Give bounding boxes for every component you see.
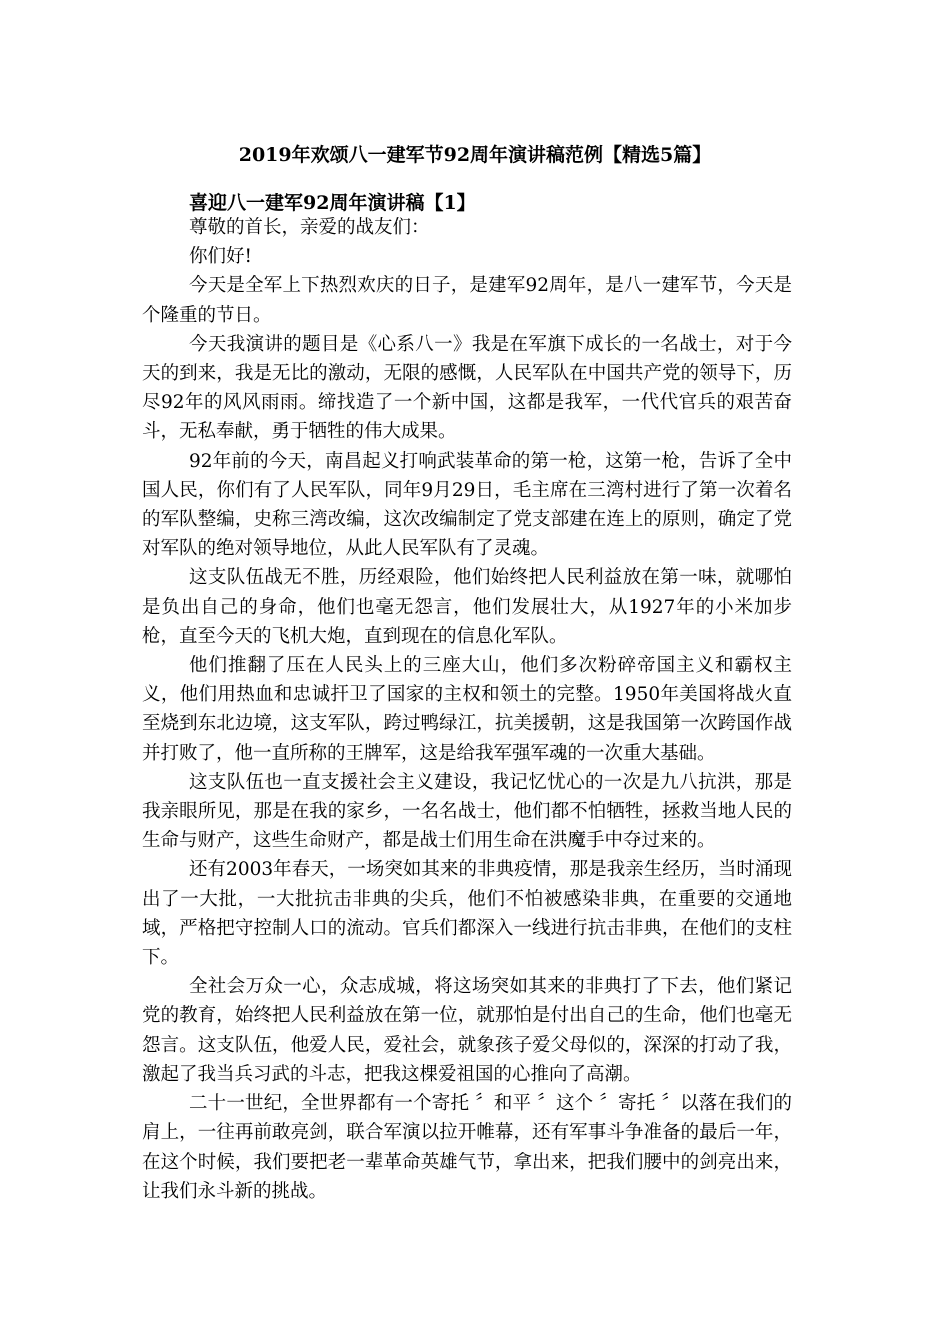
body-paragraph: 今天我演讲的题目是《心系八一》我是在军旗下成长的一名战士，对于今天的到来，我是无比的激动，无限的感慨，人民军队在中国共产党的领导下，历尽92年的风风雨雨。缔找造了一个新中国，这都是我军，一代代官兵的艰苦奋斗，无私奉献，勇于牺牲的伟大成果。 [142,333,792,443]
body-paragraph: 这支队伍也一直支援社会主义建设，我记忆忧心的一次是九八抗洪，那是我亲眼所见，那是在我的家乡，一名名战士，他们都不怕牺牲，拯救当地人民的生命与财产，这些生命财产，都是战士们用生命在洪魔手中夺过来的。 [142,771,792,852]
body-paragraph: 他们推翻了压在人民头上的三座大山，他们多次粉碎帝国主义和霸权主义，他们用热血和忠诚扞卫了国家的主权和领土的完整。1950年美国将战火直至烧到东北边境，这支军队，跨过鸭绿江，抗美援朝，这是我国第一次跨国作战并打败了，他一直所称的王牌军，这是给我军强军魂的一次重大基础。 [142,655,792,764]
body-paragraph: 今天是全军上下热烈欢庆的日子，是建军92周年，是八一建军节，今天是个隆重的节日。 [142,275,792,326]
salutation: 尊敬的首长，亲爱的战友们： [189,217,430,238]
body-paragraph: 这支队伍战无不胜，历经艰险，他们始终把人民利益放在第一味，就哪怕是负出自己的身命，他们也毫无怨言，他们发展壮大，从1927年的小米加步枪，直至今天的飞机大炮，直到现在的信息化军队。 [142,567,792,647]
speech-body [142,213,792,1206]
document-title: 2019年欢颂八一建军节92周年演讲稿范例【精选5篇】 [238,144,712,166]
section-heading: 喜迎八一建军92周年演讲稿【1】 [189,192,476,214]
body-paragraph: 全社会万众一心，众志成城，将这场突如其来的非典打了下去，他们紧记党的教育，始终把人民利益放在第一位，就那怕是付出自己的生命，他们也毫无怨言。这支队伍，他爱人民，爱社会，就象孩子爱父母似的，深深的打动了我，激起了我当兵习武的斗志，把我这棵爱祖国的心推向了高潮。 [142,976,792,1085]
body-paragraph: 二十一世纪，全世界都有一个寄托 〞和平 〞这个 〞寄托 〞以落在我们的肩上，一往再前敢亮剑，联合军演以拉开帷幕，还有军事斗争准备的最后一年，在这个时候，我们要把老一辈革命英雄气节，拿出来，把我们腰中的剑亮出来，让我们永斗新的挑战。 [142,1093,792,1202]
body-paragraph: 还有2003年春天，一场突如其来的非典疫情，那是我亲生经历，当时涌现出了一大批，一大批抗击非典的尖兵，他们不怕被感染非典，在重要的交通地域，严格把守控制人口的流动。官兵们都深入一线进行抗击非典，在他们的支柱下。 [142,859,792,969]
body-paragraph: 92年前的今天，南昌起义打响武装革命的第一枪，这第一枪，告诉了全中国人民，你们有了人民军队，同年9月29日，毛主席在三湾村进行了第一次着名的军队整编，史称三湾改编，这次改编制定了党支部建在连上的原则，确定了党对军队的绝对领导地位，从此人民军队有了灵魂。 [142,450,792,560]
greeting: 你们好! [189,246,252,268]
